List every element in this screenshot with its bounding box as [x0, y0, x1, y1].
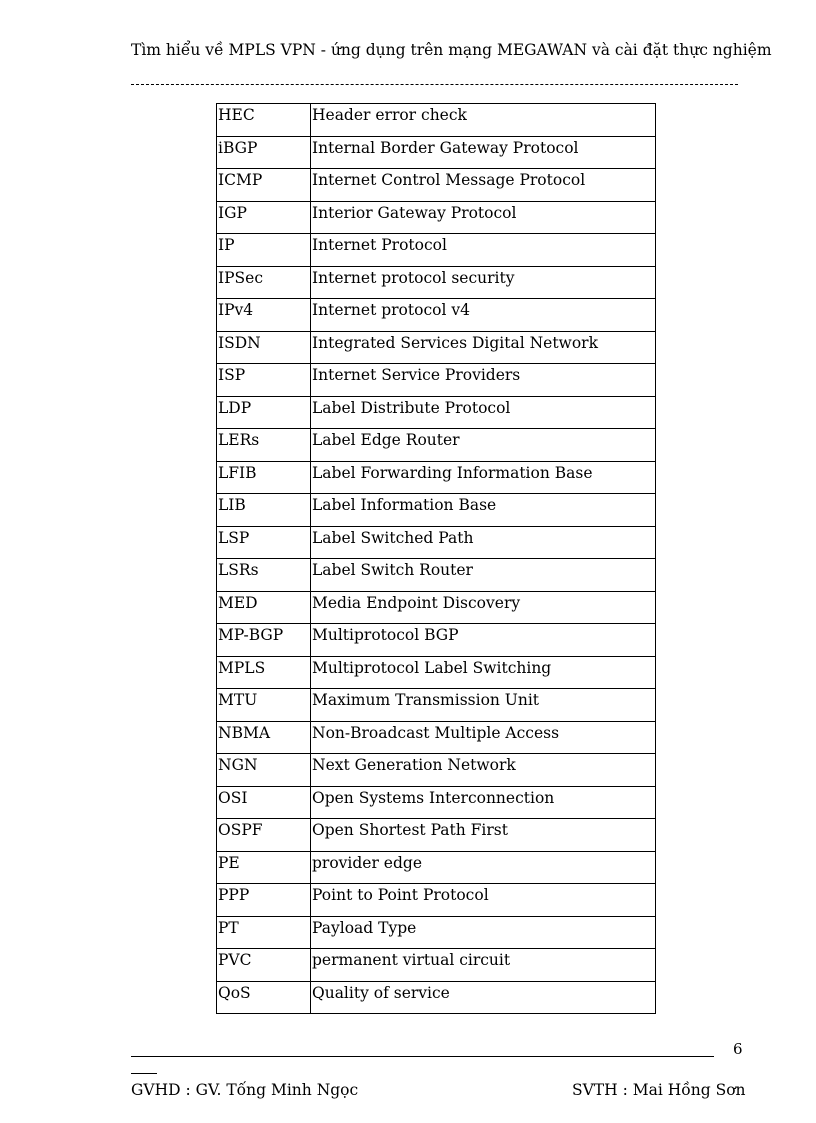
table-row: [217, 299, 656, 332]
table-row: [217, 981, 656, 1014]
table-row: [217, 689, 656, 722]
abbreviation-cell: MP-BGP: [217, 624, 311, 657]
meaning-cell: Internet Control Message Protocol: [311, 169, 656, 202]
table-row: [217, 656, 656, 689]
meaning-cell: Payload Type: [311, 916, 656, 949]
table-row: [217, 591, 656, 624]
abbreviation-cell: PVC: [217, 949, 311, 982]
table-row: [217, 461, 656, 494]
table-row: [217, 429, 656, 462]
table-row: [217, 949, 656, 982]
table-row: [217, 396, 656, 429]
table-row: [217, 819, 656, 852]
abbreviation-cell: LERs: [217, 429, 311, 462]
abbreviation-cell: ISP: [217, 364, 311, 397]
table-row: [217, 169, 656, 202]
meaning-cell: Label Switch Router: [311, 559, 656, 592]
abbreviation-cell: ICMP: [217, 169, 311, 202]
page-header-title: Tìm hiểu về MPLS VPN - ứng dụng trên mạng MEGAWAN và cài đặt thực nghiệm: [131, 41, 772, 59]
table-row: [217, 851, 656, 884]
abbreviation-cell: LIB: [217, 494, 311, 527]
abbreviation-table: [216, 103, 656, 1014]
footer-advisor: GVHD : GV. Tống Minh Ngọc: [131, 1081, 359, 1099]
abbreviation-cell: IPSec: [217, 266, 311, 299]
table-row: [217, 364, 656, 397]
abbreviation-cell: NBMA: [217, 721, 311, 754]
abbreviation-cell: HEC: [217, 104, 311, 137]
header-divider: [131, 84, 738, 85]
abbreviation-cell: iBGP: [217, 136, 311, 169]
abbreviation-table-body: [217, 104, 656, 1014]
table-row: [217, 916, 656, 949]
footer-student: SVTH : Mai Hồng Sơn: [572, 1081, 746, 1099]
meaning-cell: Media Endpoint Discovery: [311, 591, 656, 624]
meaning-cell: Label Edge Router: [311, 429, 656, 462]
meaning-cell: Label Switched Path: [311, 526, 656, 559]
abbreviation-cell: PPP: [217, 884, 311, 917]
abbreviation-cell: MTU: [217, 689, 311, 722]
abbreviation-cell: LSP: [217, 526, 311, 559]
abbreviation-cell: QoS: [217, 981, 311, 1014]
abbreviation-cell: PT: [217, 916, 311, 949]
abbreviation-cell: ISDN: [217, 331, 311, 364]
meaning-cell: Maximum Transmission Unit: [311, 689, 656, 722]
footer-divider: [131, 1056, 714, 1057]
abbreviation-cell: PE: [217, 851, 311, 884]
table-row: [217, 559, 656, 592]
table-row: [217, 266, 656, 299]
table-row: [217, 136, 656, 169]
meaning-cell: permanent virtual circuit: [311, 949, 656, 982]
meaning-cell: Integrated Services Digital Network: [311, 331, 656, 364]
meaning-cell: Interior Gateway Protocol: [311, 201, 656, 234]
meaning-cell: provider edge: [311, 851, 656, 884]
meaning-cell: Label Forwarding Information Base: [311, 461, 656, 494]
meaning-cell: Label Information Base: [311, 494, 656, 527]
meaning-cell: Internet protocol security: [311, 266, 656, 299]
meaning-cell: Header error check: [311, 104, 656, 137]
table-row: [217, 234, 656, 267]
meaning-cell: Internet protocol v4: [311, 299, 656, 332]
table-row: [217, 331, 656, 364]
abbreviation-cell: LDP: [217, 396, 311, 429]
meaning-cell: Multiprotocol BGP: [311, 624, 656, 657]
table-row: [217, 201, 656, 234]
meaning-cell: Internet Protocol: [311, 234, 656, 267]
meaning-cell: Quality of service: [311, 981, 656, 1014]
table-row: [217, 104, 656, 137]
abbreviation-cell: IPv4: [217, 299, 311, 332]
meaning-cell: Internal Border Gateway Protocol: [311, 136, 656, 169]
abbreviation-cell: LSRs: [217, 559, 311, 592]
footer-divider-stub: [131, 1073, 157, 1074]
meaning-cell: Non-Broadcast Multiple Access: [311, 721, 656, 754]
abbreviation-cell: MPLS: [217, 656, 311, 689]
meaning-cell: Point to Point Protocol: [311, 884, 656, 917]
table-row: [217, 526, 656, 559]
abbreviation-cell: OSI: [217, 786, 311, 819]
table-row: [217, 754, 656, 787]
table-row: [217, 494, 656, 527]
meaning-cell: Multiprotocol Label Switching: [311, 656, 656, 689]
abbreviation-cell: OSPF: [217, 819, 311, 852]
table-row: [217, 786, 656, 819]
meaning-cell: Open Systems Interconnection: [311, 786, 656, 819]
abbreviation-cell: IP: [217, 234, 311, 267]
abbreviation-cell: MED: [217, 591, 311, 624]
meaning-cell: Internet Service Providers: [311, 364, 656, 397]
table-row: [217, 624, 656, 657]
abbreviation-cell: NGN: [217, 754, 311, 787]
table-row: [217, 721, 656, 754]
meaning-cell: Label Distribute Protocol: [311, 396, 656, 429]
meaning-cell: Open Shortest Path First: [311, 819, 656, 852]
abbreviation-cell: LFIB: [217, 461, 311, 494]
page-number: 6: [733, 1040, 743, 1058]
abbreviation-cell: IGP: [217, 201, 311, 234]
table-row: [217, 884, 656, 917]
meaning-cell: Next Generation Network: [311, 754, 656, 787]
